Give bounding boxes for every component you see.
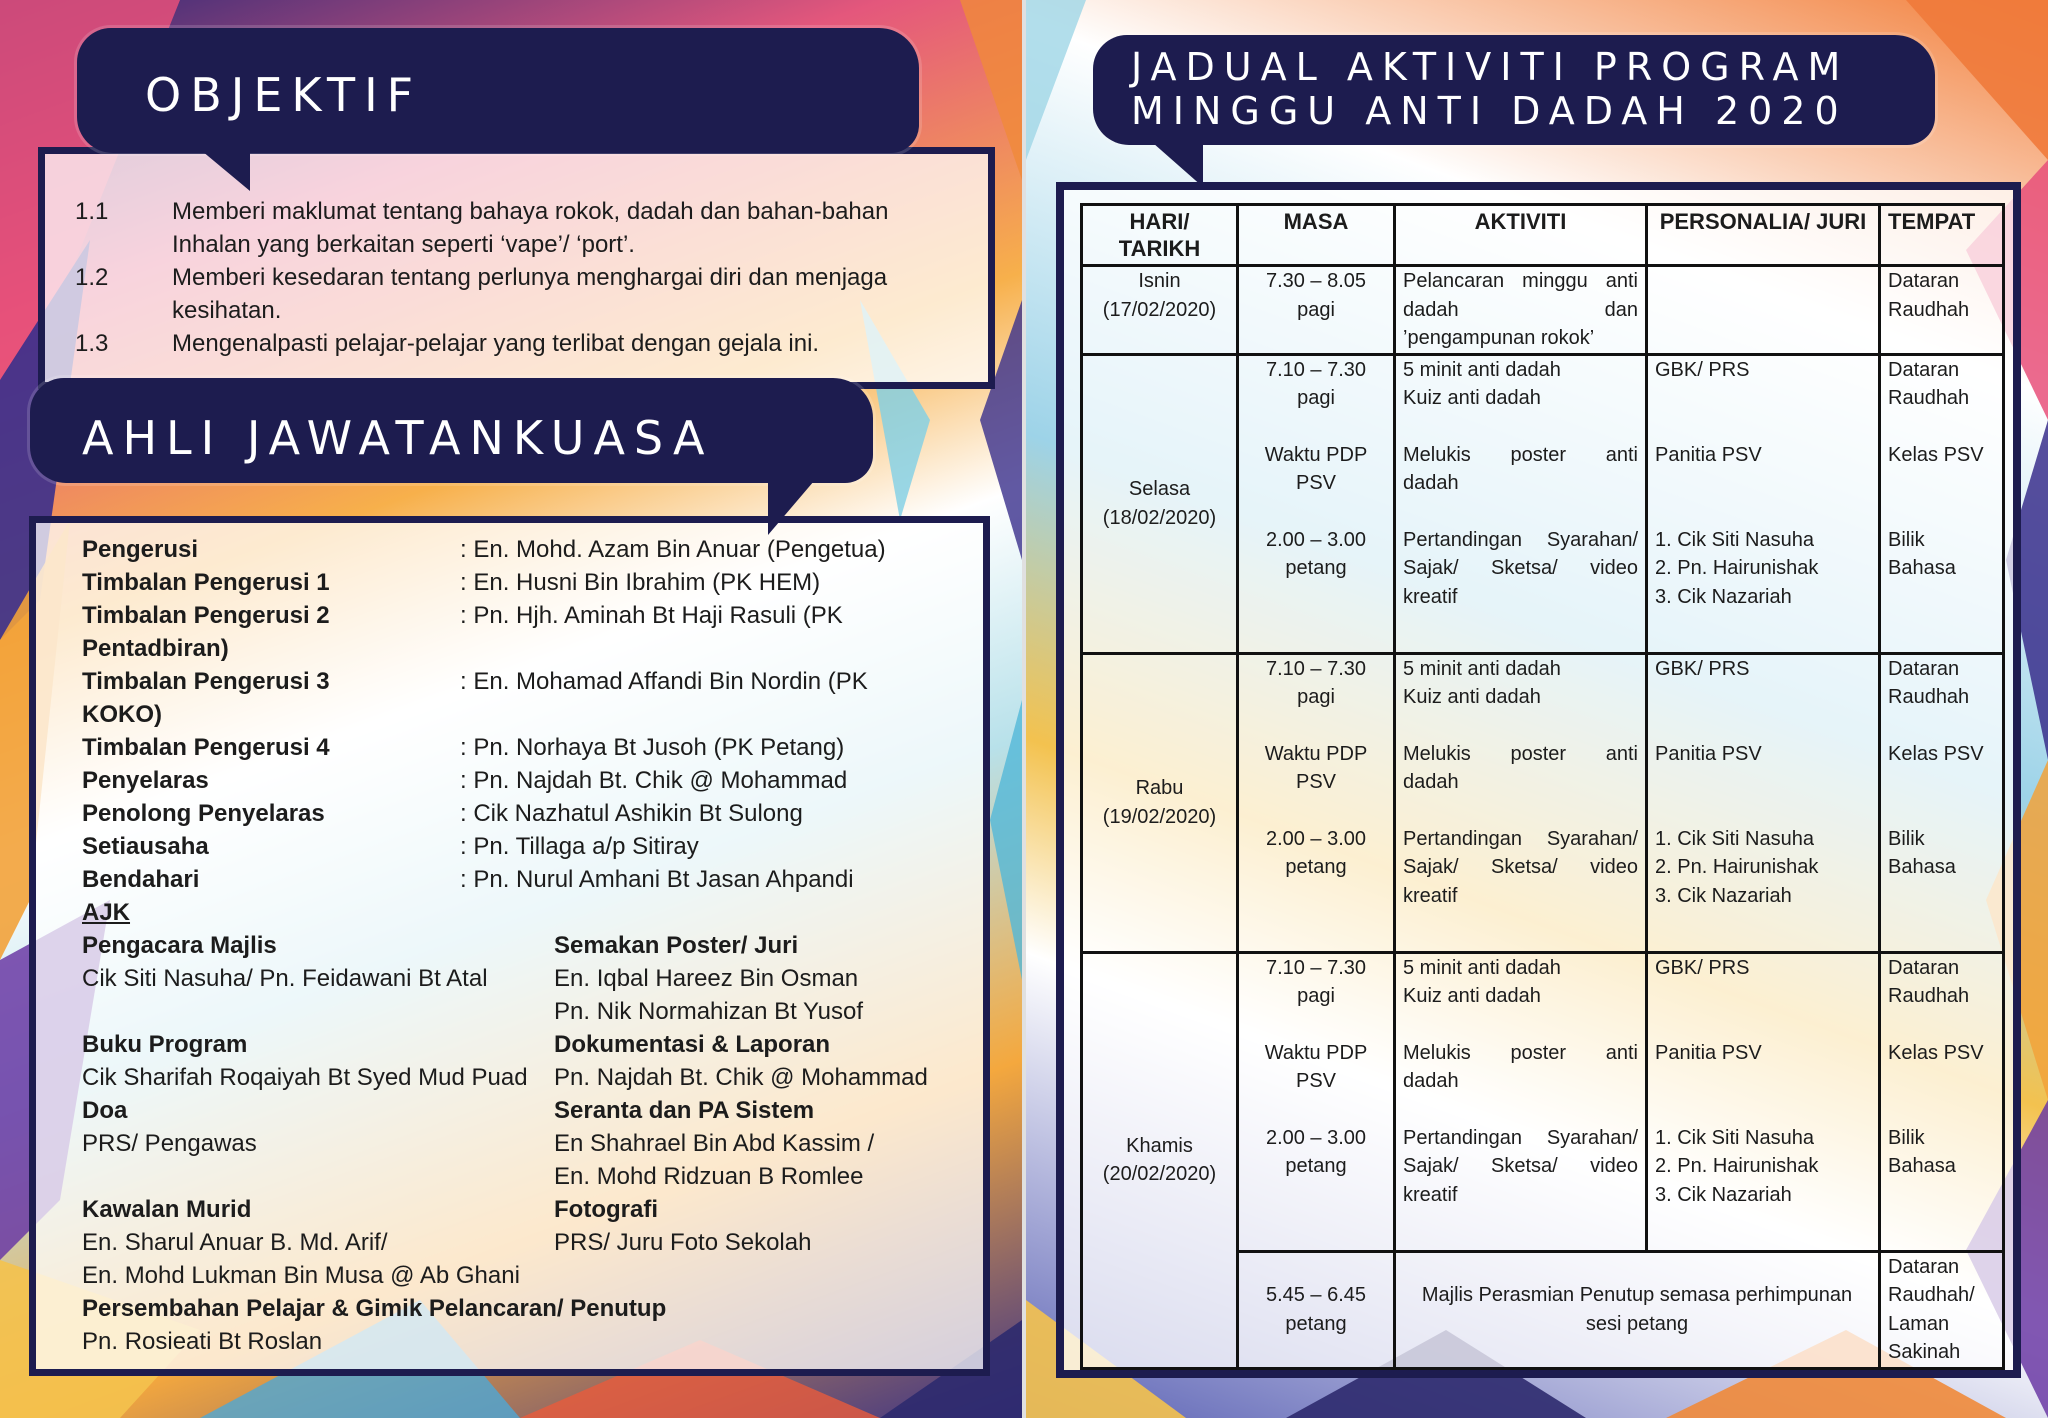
day-cell xyxy=(1082,266,1238,355)
place-slot: Kelas PSV xyxy=(1888,742,1984,765)
personalia-slot xyxy=(1655,825,1871,911)
duty-member: PRS/ Pengawas xyxy=(82,1130,257,1157)
day-cell xyxy=(1082,952,1238,1368)
duty-heading: Dokumentasi & Laporan xyxy=(554,1031,831,1058)
personalia-slot: GBK/ PRS xyxy=(1655,657,1750,680)
activity-line: ’pengampunan rokok’ xyxy=(1403,327,1595,349)
objektif-item xyxy=(75,195,955,261)
jadual-title-line-1: JADUAL AKTIVITI PROGRAM xyxy=(1131,45,1850,89)
personalia-cell xyxy=(1647,952,1880,1251)
activity-line: dadah xyxy=(1403,771,1459,793)
jadual-banner xyxy=(1093,35,1935,145)
ajk-subheading: AJK xyxy=(82,899,131,926)
personalia-slot: Panitia PSV xyxy=(1655,742,1762,765)
activity-slot xyxy=(1403,954,1638,1039)
header-hari: HARI/ TARIKH xyxy=(1082,205,1238,266)
time-cell xyxy=(1238,952,1395,1251)
duty-member: En Shahrael Bin Abd Kassim / xyxy=(554,1130,875,1157)
jadual-title-line-2: MINGGU ANTI DADAH 2020 xyxy=(1131,89,1848,133)
committee-role: Timbalan Pengerusi 4 xyxy=(82,734,330,761)
activity-slot xyxy=(1403,740,1638,825)
activity-line: kreatif xyxy=(1403,1183,1458,1206)
activity-line: Sajak/ Sketsa/ video xyxy=(1403,557,1638,579)
day-date: (19/02/2020) xyxy=(1102,805,1217,828)
duty-member: En. Mohd Lukman Bin Musa @ Ab Ghani xyxy=(82,1262,520,1289)
activity-line: Kuiz anti dadah xyxy=(1403,985,1541,1007)
committee-row xyxy=(82,863,982,896)
objektif-item-text: Mengenalpasti pelajar-pelajar yang terlibat dengan gejala ini. xyxy=(172,330,820,357)
activity-line: Pertandingan Syarahan/ xyxy=(1403,827,1638,850)
header-masa: MASA xyxy=(1238,205,1395,266)
activity-cell xyxy=(1395,952,1647,1251)
place-slot: Dataran Raudhah xyxy=(1888,358,1970,409)
duty-member: Pn. Rosieati Bt Roslan xyxy=(82,1328,323,1355)
ajk-right-column xyxy=(554,929,982,1292)
activity-line: Pertandingan Syarahan/ xyxy=(1403,528,1638,551)
day-name: Khamis xyxy=(1126,1134,1193,1157)
duty-member: En. Sharul Anuar B. Md. Arif/ xyxy=(82,1229,388,1256)
committee-role: Pengerusi xyxy=(82,536,199,563)
duty-member: En. Mohd Ridzuan B Romlee xyxy=(554,1163,864,1190)
jury-member: 1. Cik Siti Nasuha xyxy=(1655,827,1814,850)
personalia-slot: GBK/ PRS xyxy=(1655,358,1750,381)
header-personalia: PERSONALIA/ JURI xyxy=(1647,205,1880,266)
activity-slot xyxy=(1403,825,1638,911)
place-cell xyxy=(1880,354,2004,653)
committee-role: Timbalan Pengerusi 1 xyxy=(82,569,330,596)
objektif-banner xyxy=(77,28,919,153)
personalia-cell xyxy=(1647,266,1880,355)
activity-cell xyxy=(1395,266,1647,355)
committee-role: Timbalan Pengerusi 2 xyxy=(82,602,330,629)
activity-line: Sajak/ Sketsa/ video xyxy=(1403,1155,1638,1177)
time-cell xyxy=(1238,1251,1395,1368)
activity-cell xyxy=(1395,354,1647,653)
place-cell: Dataran Raudhah/ Laman Sakinah xyxy=(1880,1251,2004,1368)
activity-line: Kuiz anti dadah xyxy=(1403,686,1541,708)
activity-slot xyxy=(1403,1124,1638,1210)
time-cell xyxy=(1238,354,1395,653)
duty-member: PRS/ Juru Foto Sekolah xyxy=(554,1229,812,1256)
committee-row xyxy=(82,533,982,566)
closing-activity-cell: Majlis Perasmian Penutup semasa perhimpunan sesi petang xyxy=(1395,1251,1880,1368)
activity-slot xyxy=(1403,655,1638,740)
activity-line: 5 minit anti dadah xyxy=(1403,956,1561,979)
committee-role-continuation: Pentadbiran) xyxy=(82,635,229,662)
activity-line: Melukis poster anti xyxy=(1403,1041,1638,1064)
place-slot: Kelas PSV xyxy=(1888,443,1984,466)
header-tempat: TEMPAT xyxy=(1880,205,2004,266)
personalia-cell xyxy=(1647,653,1880,952)
duty-heading: Pengacara Majlis xyxy=(82,932,277,959)
objektif-banner-tail xyxy=(202,151,250,191)
committee-row xyxy=(82,797,982,830)
committee-role: Penyelaras xyxy=(82,767,209,794)
day-name: Isnin xyxy=(1138,270,1181,292)
personalia-slot xyxy=(1655,526,1871,612)
activity-line: Pertandingan Syarahan/ xyxy=(1403,1126,1638,1149)
objektif-item-number: 1.2 xyxy=(75,264,109,291)
place-slot: Dataran Raudhah xyxy=(1888,657,1970,708)
jury-member: 3. Cik Nazariah xyxy=(1655,884,1792,907)
day-date: (17/02/2020) xyxy=(1102,298,1217,321)
committee-row xyxy=(82,599,982,632)
schedule-header-row xyxy=(1082,205,2004,266)
place-slot: Bilik Bahasa xyxy=(1888,827,1956,878)
activity-line: Kuiz anti dadah xyxy=(1403,387,1541,409)
committee-name: : Pn. Najdah Bt. Chik @ Mohammad xyxy=(460,767,848,794)
activity-line: kreatif xyxy=(1403,884,1458,907)
day-date: (18/02/2020) xyxy=(1102,506,1217,529)
time-slot: Waktu PDP PSV xyxy=(1264,443,1368,494)
place-slot: Kelas PSV xyxy=(1888,1041,1984,1064)
committee-name: : Pn. Tillaga a/p Sitiray xyxy=(460,833,699,860)
day-cell xyxy=(1082,653,1238,952)
schedule-row xyxy=(1082,653,2004,952)
day-name: Rabu xyxy=(1135,777,1184,799)
ajk-banner xyxy=(30,378,873,483)
committee-name: : En. Husni Bin Ibrahim (PK HEM) xyxy=(460,569,821,596)
schedule-row xyxy=(1082,354,2004,653)
duty-heading: Seranta dan PA Sistem xyxy=(554,1097,815,1124)
objektif-item xyxy=(75,327,955,360)
personalia-slot: Panitia PSV xyxy=(1655,1041,1762,1064)
jury-member: 1. Cik Siti Nasuha xyxy=(1655,1126,1814,1149)
objektif-list xyxy=(75,195,955,360)
committee-name: : Cik Nazhatul Ashikin Bt Sulong xyxy=(460,800,803,827)
duty-heading: Doa xyxy=(82,1097,128,1124)
time-slot: 5.45 – 6.45 petang xyxy=(1265,1284,1367,1335)
jury-member: 1. Cik Siti Nasuha xyxy=(1655,528,1814,551)
time-slot: Waktu PDP PSV xyxy=(1264,1041,1368,1092)
day-name: Selasa xyxy=(1128,478,1191,500)
day-cell xyxy=(1082,354,1238,653)
committee-role: Setiausaha xyxy=(82,833,209,860)
place-slot: Dataran Raudhah xyxy=(1888,956,1970,1007)
time-slot: Waktu PDP PSV xyxy=(1264,742,1368,793)
jury-member: 2. Pn. Hairunishak xyxy=(1655,1155,1819,1177)
committee-role-continuation: KOKO) xyxy=(82,701,162,728)
personalia-slot xyxy=(1655,1124,1871,1210)
committee-role: Penolong Penyelaras xyxy=(82,800,325,827)
time-slot: 2.00 – 3.00 petang xyxy=(1265,827,1367,878)
activity-slot xyxy=(1403,1039,1638,1124)
activity-line: Sajak/ Sketsa/ video xyxy=(1403,856,1638,878)
committee-name: : Pn. Norhaya Bt Jusoh (PK Petang) xyxy=(460,734,845,761)
ajk-banner-tail xyxy=(768,481,814,535)
activity-line: Melukis poster anti xyxy=(1403,443,1638,466)
ajk-columns xyxy=(82,929,982,1292)
time-slot: 2.00 – 3.00 petang xyxy=(1265,1126,1367,1177)
schedule-row xyxy=(1082,952,2004,1251)
activity-cell xyxy=(1395,653,1647,952)
duty-member: Pn. Nik Normahizan Bt Yusof xyxy=(554,998,864,1025)
jadual-banner-tail xyxy=(1153,143,1203,187)
place-cell: Dataran Raudhah xyxy=(1880,266,2004,355)
time-slot: 2.00 – 3.00 petang xyxy=(1265,528,1367,579)
activity-line: kreatif xyxy=(1403,585,1458,608)
duty-member: Cik Siti Nasuha/ Pn. Feidawani Bt Atal xyxy=(82,965,488,992)
ajk-title: AHLI JAWATANKUASA xyxy=(82,411,714,465)
objektif-item-text: Memberi kesedaran tentang perlunya menghargai diri dan menjaga kesihatan. xyxy=(172,264,888,324)
activity-line: Pelancaran minggu anti dadah dan xyxy=(1403,270,1638,321)
committee-row xyxy=(82,566,982,599)
day-date: (20/02/2020) xyxy=(1102,1163,1217,1185)
committee-row xyxy=(82,830,982,863)
committee-name: : Pn. Nurul Amhani Bt Jasan Ahpandi xyxy=(460,866,854,893)
activity-line: 5 minit anti dadah xyxy=(1403,657,1561,680)
duty-member: Pn. Najdah Bt. Chik @ Mohammad xyxy=(554,1064,928,1091)
objektif-title: OBJEKTIF xyxy=(145,68,423,122)
jury-member: 2. Pn. Hairunishak xyxy=(1655,856,1819,878)
committee-name: : En. Mohd. Azam Bin Anuar (Pengetua) xyxy=(460,536,886,563)
place-slot: Bilik Bahasa xyxy=(1888,528,1956,579)
duty-heading: Persembahan Pelajar & Gimik Pelancaran/ Penutup xyxy=(82,1295,667,1322)
personalia-cell xyxy=(1647,354,1880,653)
duty-member: En. Iqbal Hareez Bin Osman xyxy=(554,965,859,992)
committee-role: Bendahari xyxy=(82,866,200,893)
jury-member: 2. Pn. Hairunishak xyxy=(1655,557,1819,579)
place-cell xyxy=(1880,952,2004,1251)
objektif-item-number: 1.1 xyxy=(75,198,109,225)
ajk-left-column xyxy=(82,929,554,1292)
time-cell xyxy=(1238,653,1395,952)
schedule-row xyxy=(1082,266,2004,355)
objektif-item-number: 1.3 xyxy=(75,330,109,357)
duty-heading: Fotografi xyxy=(554,1196,658,1223)
header-aktiviti: AKTIVITI xyxy=(1395,205,1647,266)
activity-slot xyxy=(1403,356,1638,441)
activity-slot xyxy=(1403,526,1638,612)
time-slot: 7.10 – 7.30 pagi xyxy=(1265,657,1367,708)
jury-member: 3. Cik Nazariah xyxy=(1655,585,1792,608)
duty-heading: Semakan Poster/ Juri xyxy=(554,932,799,959)
personalia-slot: GBK/ PRS xyxy=(1655,956,1750,979)
activity-slot xyxy=(1403,441,1638,526)
activity-line: Melukis poster anti xyxy=(1403,742,1638,765)
committee-row xyxy=(82,731,982,764)
committee-name: : Pn. Hjh. Aminah Bt Haji Rasuli (PK xyxy=(460,602,843,629)
activity-line: dadah xyxy=(1403,472,1459,494)
duty-heading: Buku Program xyxy=(82,1031,248,1058)
time-slot: 7.10 – 7.30 pagi xyxy=(1265,358,1367,409)
objektif-item xyxy=(75,261,955,327)
jury-member: 3. Cik Nazariah xyxy=(1655,1183,1792,1206)
personalia-slot: Panitia PSV xyxy=(1655,443,1762,466)
committee-name: : En. Mohamad Affandi Bin Nordin (PK xyxy=(460,668,868,695)
time-cell: 7.30 – 8.05 pagi xyxy=(1238,266,1395,355)
committee-list xyxy=(82,533,982,1358)
activity-line: dadah xyxy=(1403,1070,1459,1092)
duty-heading: Kawalan Murid xyxy=(82,1196,252,1223)
duty-member: Cik Sharifah Roqaiyah Bt Syed Mud Puad xyxy=(82,1064,528,1091)
time-slot: 7.10 – 7.30 pagi xyxy=(1265,956,1367,1007)
objektif-item-text: Memberi maklumat tentang bahaya rokok, dadah dan bahan-bahan Inhalan yang berkaitan seperti ‘vape’/ ‘port’. xyxy=(172,198,889,258)
committee-row xyxy=(82,665,982,698)
schedule-table xyxy=(1080,203,2005,1370)
committee-role: Timbalan Pengerusi 3 xyxy=(82,668,330,695)
activity-line: 5 minit anti dadah xyxy=(1403,358,1561,381)
committee-row xyxy=(82,764,982,797)
place-cell xyxy=(1880,653,2004,952)
place-slot: Bilik Bahasa xyxy=(1888,1126,1956,1177)
